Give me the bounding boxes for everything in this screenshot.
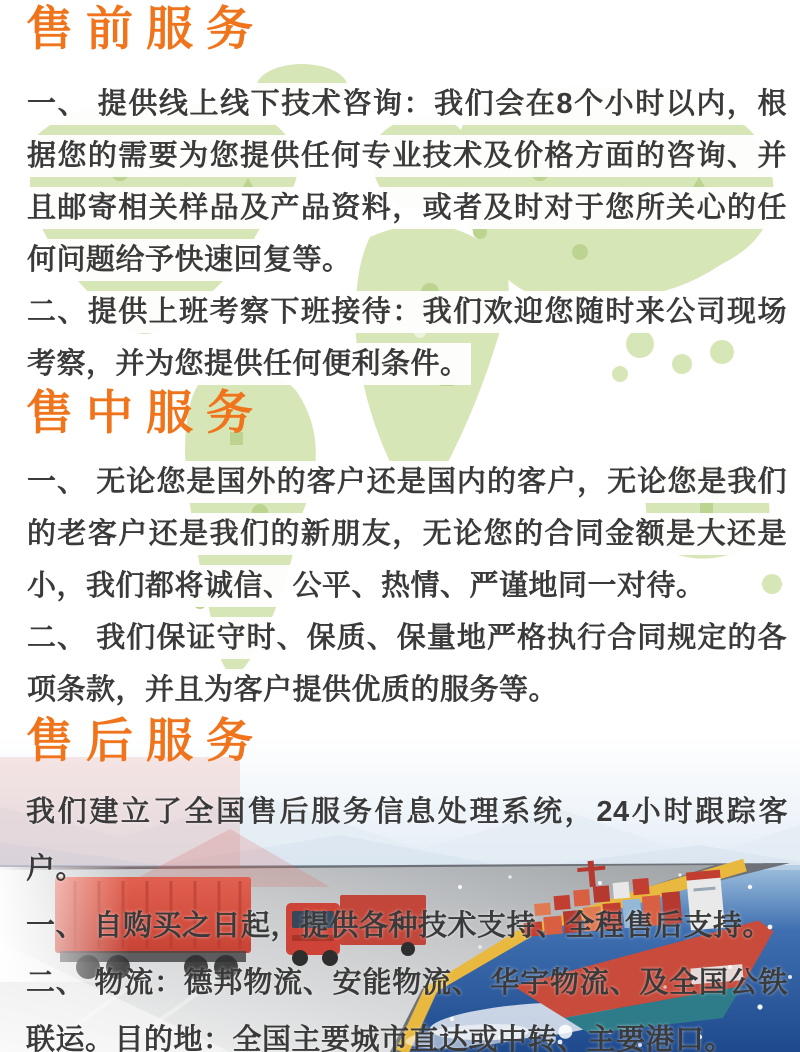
presale-heading: 售前服务 bbox=[26, 2, 266, 57]
aftersale-paragraph-3 bbox=[26, 955, 788, 1052]
aftersale-body bbox=[26, 784, 788, 1052]
presale-paragraph-2-text: 二、提供上班考察下班接待：我们欢迎您随时来公司现场考察，并为您提供任何便利条件。 bbox=[26, 291, 788, 385]
midsale-paragraph-1 bbox=[26, 456, 788, 612]
aftersale-heading: 售后服务 bbox=[26, 714, 266, 769]
aftersale-paragraph-2-text: 一、 自购买之日起，提供各种技术支持、全程售后支持。 bbox=[26, 910, 773, 942]
presale-paragraph-2 bbox=[26, 286, 788, 390]
midsale-body bbox=[26, 456, 788, 716]
aftersale-paragraph-3-text: 二、 物流：德邦物流、安能物流、 华宇物流、及全国公铁联运。目的地：全国主要城市直达或中转、主要港口。 bbox=[26, 967, 788, 1052]
aftersale-paragraph-2 bbox=[26, 898, 788, 955]
midsale-paragraph-2-text: 二、 我们保证守时、保质、保量地严格执行合同规定的各项条款，并且为客户提供优质的服务等。 bbox=[26, 617, 788, 711]
aftersale-paragraph-1-text: 我们建立了全国售后服务信息处理系统，24小时跟踪客户。 bbox=[26, 796, 788, 885]
presale-paragraph-1 bbox=[26, 78, 788, 286]
aftersale-paragraph-1 bbox=[26, 784, 788, 898]
midsale-heading: 售中服务 bbox=[26, 386, 266, 441]
midsale-paragraph-2 bbox=[26, 612, 788, 716]
presale-body bbox=[26, 78, 788, 390]
midsale-paragraph-1-text: 一、 无论您是国外的客户还是国内的客户，无论您是我们的老客户还是我们的新朋友，无论您的合同金额是大还是小，我们都将诚信、公平、热情、严谨地同一对待。 bbox=[26, 461, 788, 607]
presale-paragraph-1-text: 一、 提供线上线下技术咨询：我们会在8个小时以内，根据您的需要为您提供任何专业技术及价格方面的咨询、并且邮寄相关样品及产品资料，或者及时对于您所关心的任何问题给予快速回复等。 bbox=[26, 83, 788, 281]
